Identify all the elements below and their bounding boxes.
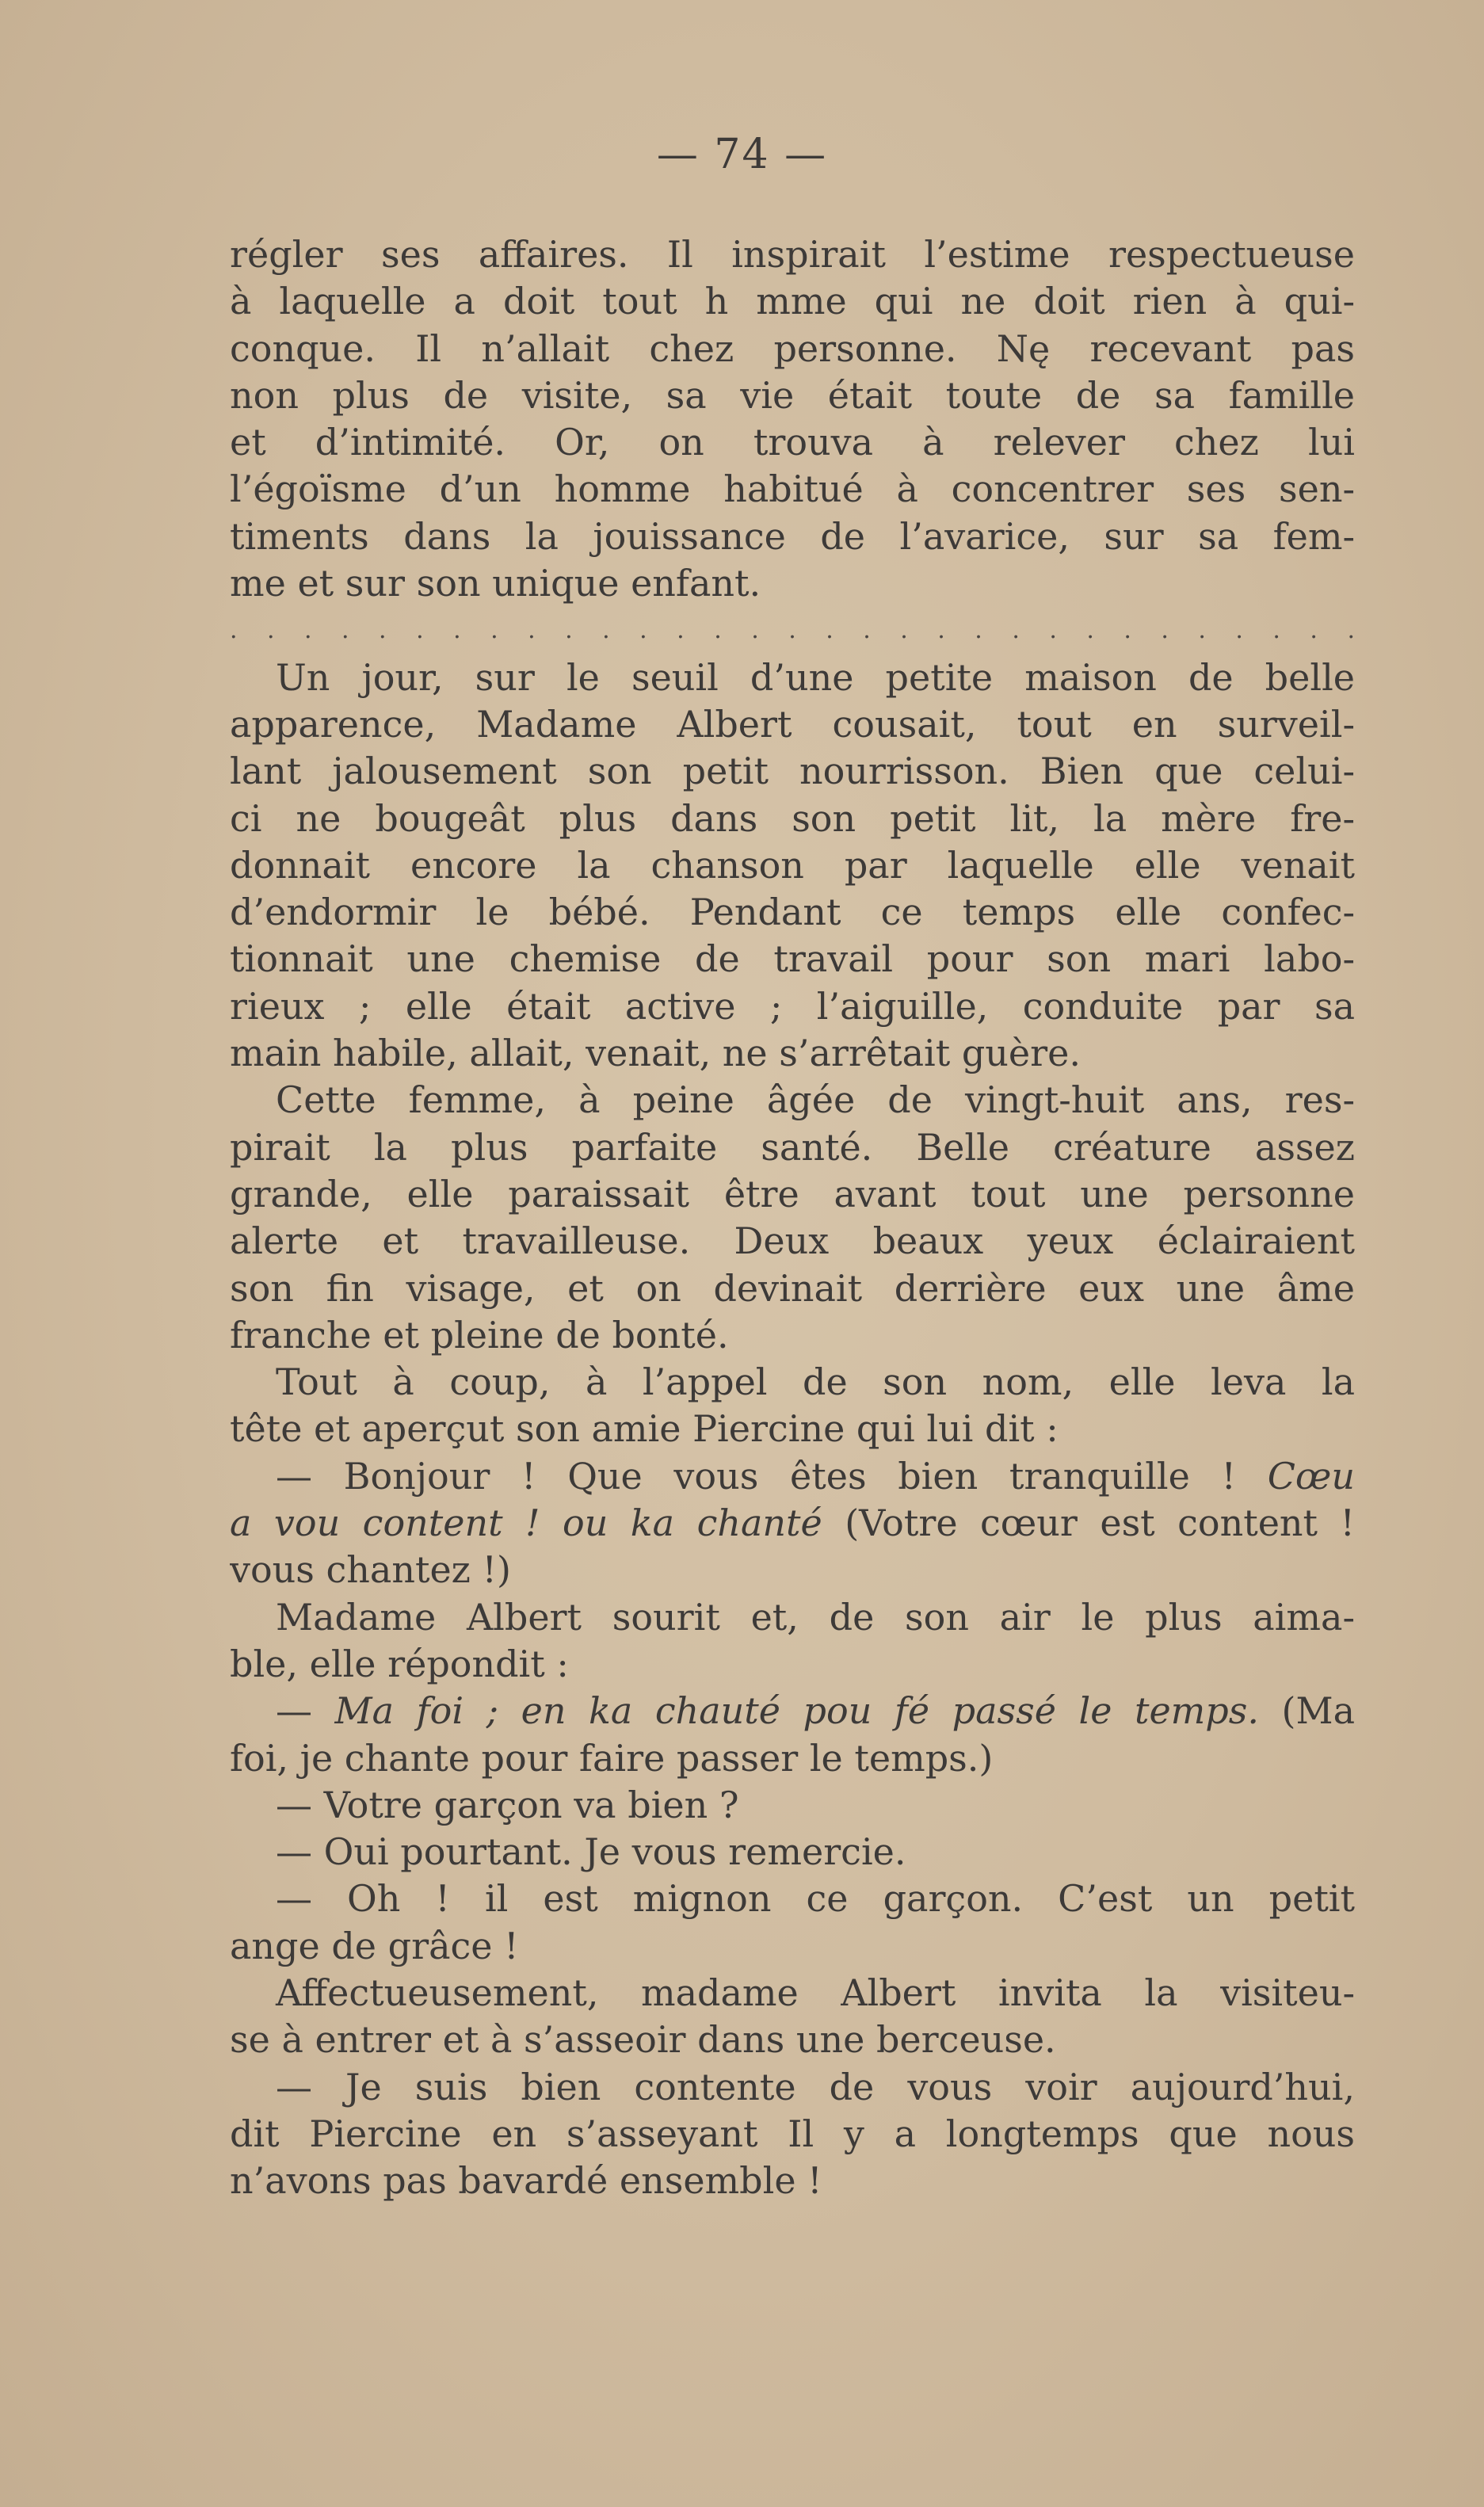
paragraph-block-1	[230, 231, 1355, 607]
body-text	[230, 231, 1355, 2204]
text-line: — Je suis bien contente de vous voir aujourd’hui,	[276, 2065, 1355, 2108]
text-line: et d’intimité. Or, on trouva à relever chez lui	[230, 421, 1355, 464]
text-line: franche et pleine de bonté.	[230, 1313, 729, 1357]
text-line: Un jour, sur le seuil d’une petite maison de belle	[276, 655, 1355, 699]
text-line: grande, elle paraissait être avant tout une personne	[230, 1172, 1355, 1215]
text-line: alerte et travailleuse. Deux beaux yeux éclairaient	[230, 1219, 1355, 1263]
text-line: Affectueusement, madame Albert invita la visiteu-	[276, 1971, 1355, 2014]
text-line: n’avons pas bavardé ensemble !	[230, 2159, 822, 2203]
text-line-chantez: vous chantez !)	[230, 1548, 511, 1592]
section-separator: . . . . . . . . . . . . . . . . . . . . . . . . . . . . . . .	[230, 616, 1355, 645]
text-line: tête et aperçut son amie Piercine qui lui dit :	[230, 1407, 1059, 1451]
text-line: timents dans la jouissance de l’avarice, sur sa fem-	[230, 514, 1355, 558]
text-line-creole: a vou content ! ou ka chanté (Votre cœur est content !	[230, 1502, 1355, 1545]
text-line: ange de grâce !	[230, 1924, 519, 1967]
text-line: — Votre garçon va bien ?	[276, 1783, 739, 1826]
text-line: foi, je chante pour faire passer le temps.)	[230, 1736, 994, 1780]
text-line: donnait encore la chanson par laquelle elle venait	[230, 843, 1355, 887]
text-line: régler ses affaires. Il inspirait l’estime respectueuse	[230, 233, 1355, 276]
text-line: me et sur son unique enfant.	[230, 562, 761, 605]
text-line: d’endormir le bébé. Pendant ce temps elle confec-	[230, 891, 1355, 934]
paragraph-block-4	[230, 1735, 1355, 2205]
text-line: pirait la plus parfaite santé. Belle créature assez	[230, 1125, 1355, 1169]
text-line: son fin visage, et on devinait derrière eux une âme	[230, 1266, 1355, 1310]
text-line: apparence, Madame Albert cousait, tout en surveil-	[230, 702, 1355, 746]
text-line: — Oui pourtant. Je vous remercie.	[276, 1830, 906, 1874]
paragraph-block-3	[230, 1594, 1355, 1689]
text-line: dit Piercine en s’asseyant Il y a longtemps que nous	[230, 2112, 1355, 2155]
text-line: tionnait une chemise de travail pour son mari labo-	[230, 937, 1355, 981]
paragraph-block-2	[230, 654, 1355, 1453]
text-line: à laquelle a doit tout h mme qui ne doit rien à qui-	[230, 280, 1355, 323]
text-line: — Oh ! il est mignon ce garçon. C’est un petit	[276, 1877, 1355, 1921]
text-line: Madame Albert sourit et, de son air le plus aima-	[276, 1595, 1355, 1639]
text-line-bonjour: — Bonjour ! Que vous êtes bien tranquille ! Cœu	[276, 1454, 1355, 1498]
text-line: conque. Il n’allait chez personne. Nę recevant pas	[230, 326, 1355, 370]
text-line: Tout à coup, à l’appel de son nom, elle leva la	[276, 1360, 1355, 1404]
text-line: Cette femme, à peine âgée de vingt-huit ans, res-	[276, 1078, 1355, 1122]
text-line: non plus de visite, sa vie était toute de sa famille	[230, 373, 1355, 417]
text-line: se à entrer et à s’asseoir dans une berceuse.	[230, 2018, 1056, 2062]
text-line: rieux ; elle était active ; l’aiguille, conduite par sa	[230, 984, 1355, 1028]
text-line: ble, elle répondit :	[230, 1642, 569, 1685]
page-number: — 74 —	[656, 131, 828, 178]
text-line-ma-foi: — Ma foi ; en ka chauté pou fé passé le temps. (Ma	[276, 1689, 1355, 1733]
text-line: ci ne bougeât plus dans son petit lit, la mère fre-	[230, 796, 1355, 840]
text-line: lant jalousement son petit nourrisson. Bien que celui-	[230, 750, 1355, 793]
text-line: main habile, allait, venait, ne s’arrêtait guère.	[230, 1032, 1081, 1075]
text-line: l’égoïsme d’un homme habitué à concentrer ses sen-	[230, 467, 1355, 511]
